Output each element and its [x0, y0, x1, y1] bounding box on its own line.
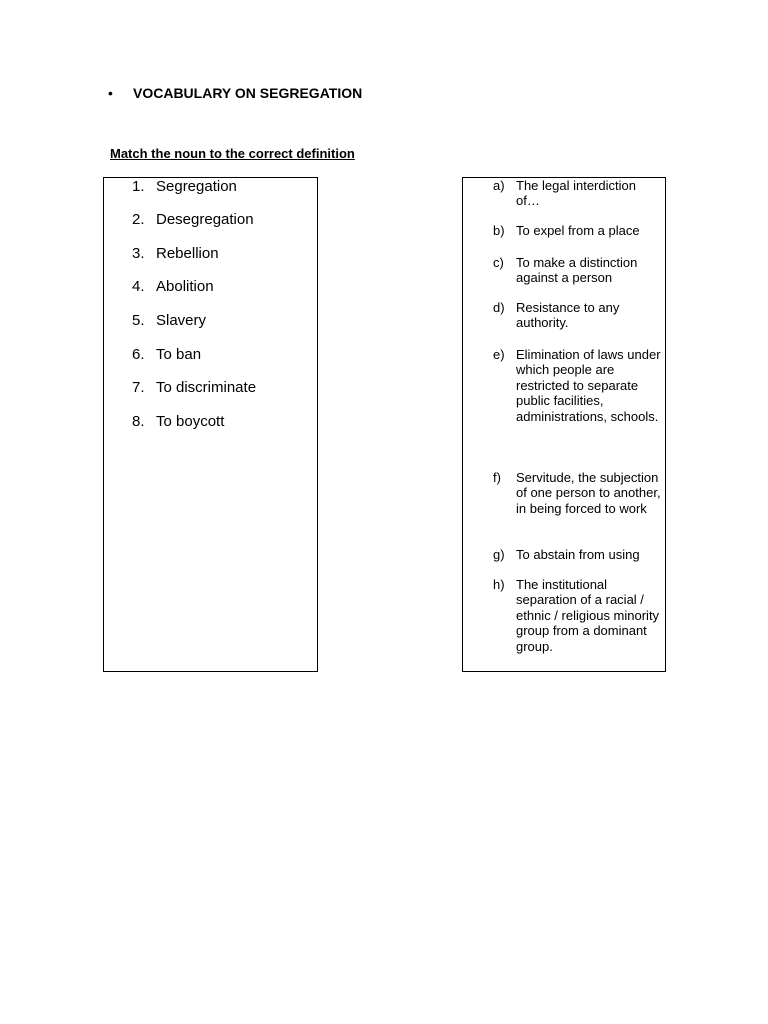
definition-text: To make a distinction against a person — [516, 255, 638, 286]
page-title: VOCABULARY ON SEGREGATION — [133, 85, 363, 101]
noun-number: 4. — [132, 278, 145, 295]
definition-item — [493, 577, 663, 654]
definition-item — [493, 178, 663, 209]
definitions-box — [462, 177, 666, 672]
definition-text: The legal interdiction of… — [516, 178, 636, 209]
noun-item — [132, 178, 237, 195]
noun-text: Segregation — [156, 178, 237, 195]
noun-text: To discriminate — [156, 379, 257, 396]
noun-text: Abolition — [156, 278, 214, 295]
definition-item — [493, 547, 663, 562]
definition-item — [493, 255, 663, 286]
noun-text: Rebellion — [156, 245, 219, 262]
definition-letter: b) — [493, 223, 505, 238]
definition-item — [493, 300, 663, 331]
definition-text: To expel from a place — [516, 223, 640, 238]
noun-item — [132, 346, 201, 363]
definition-letter: d) — [493, 300, 505, 315]
definition-letter: a) — [493, 178, 505, 193]
noun-text: Desegregation — [156, 211, 254, 228]
noun-text: To boycott — [156, 413, 225, 430]
nouns-box — [103, 177, 318, 672]
definition-letter: g) — [493, 547, 505, 562]
noun-text: To ban — [156, 346, 202, 363]
noun-item — [132, 211, 254, 228]
definition-letter: c) — [493, 255, 504, 270]
noun-number: 2. — [132, 211, 145, 228]
definition-text: To abstain from using — [516, 547, 640, 562]
noun-number: 3. — [132, 245, 145, 262]
definition-text: Resistance to any authority. — [516, 300, 620, 331]
noun-number: 1. — [132, 178, 145, 195]
definition-item — [493, 347, 663, 424]
definition-letter: h) — [493, 577, 505, 592]
definition-text: The institutional separation of a racial / ethnic / religious minority group from a dominant group. — [516, 577, 660, 654]
bullet-icon: • — [108, 85, 113, 101]
definition-text: Servitude, the subjection of one person to another, in being forced to work — [516, 470, 661, 516]
noun-item — [132, 312, 206, 329]
noun-number: 8. — [132, 413, 145, 430]
noun-item — [132, 379, 256, 396]
definition-letter: f) — [493, 470, 501, 485]
noun-text: Slavery — [156, 312, 207, 329]
definition-item — [493, 470, 663, 516]
noun-number: 6. — [132, 346, 145, 363]
noun-item — [132, 413, 224, 430]
noun-number: 5. — [132, 312, 145, 329]
noun-item — [132, 245, 219, 262]
definition-item — [493, 223, 663, 238]
definition-text: Elimination of laws under which people are restricted to separate public facilities, administrations, schools. — [516, 347, 661, 424]
instruction-text: Match the noun to the correct definition — [110, 146, 355, 161]
noun-item — [132, 278, 214, 295]
definition-letter: e) — [493, 347, 505, 362]
noun-number: 7. — [132, 379, 145, 396]
